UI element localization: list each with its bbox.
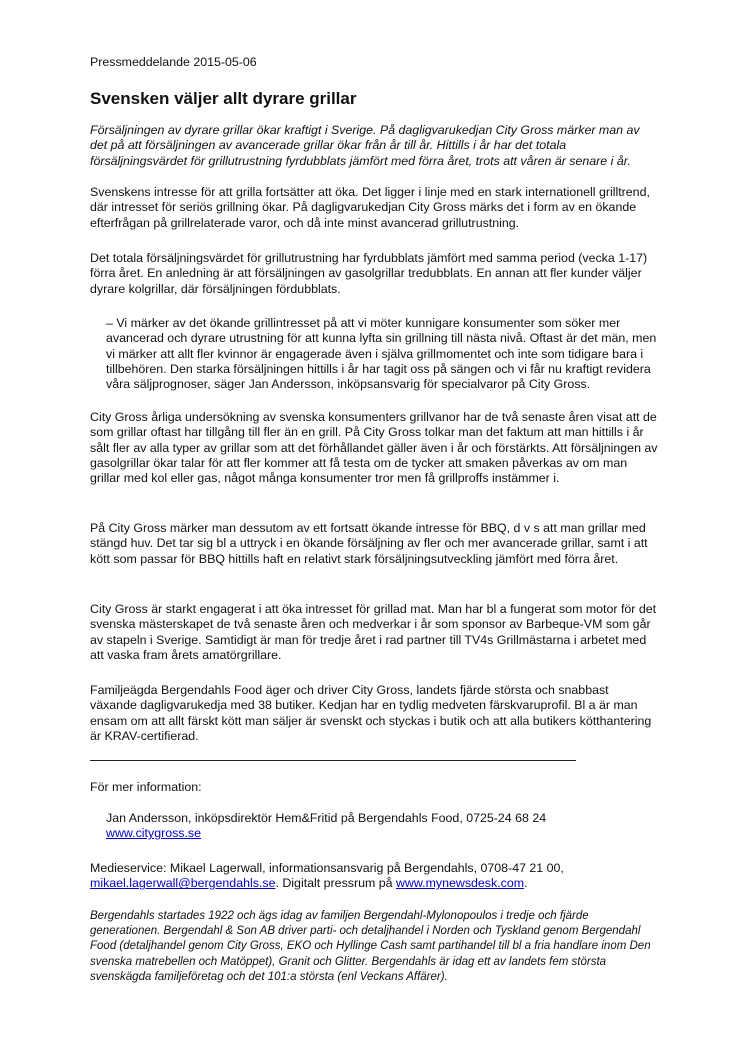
citygross-link[interactable]: www.citygross.se: [106, 826, 202, 841]
body-paragraph: Det totala försäljningsvärdet för grillutrustning har fyrdubblats jämfört med samma period (vecka 1-17) förra året. En anledning är att försäljningen av gasolgrillar tredubblats. En annan att fler kunder väljer dyrare kolgrillar, där försäljningen fördubblats.: [90, 251, 648, 296]
email-link[interactable]: mikael.lagerwall@bergendahls.se: [90, 876, 276, 891]
mynewsdesk-link[interactable]: www.mynewsdesk.com: [395, 876, 525, 891]
quote-paragraph: – Vi märker av det ökande grillintresset på att vi möter kunnigare konsumenter som söker mer avancerad och dyrare utrustning för att kunna lyfta sin grillning till nästa nivå. Oftast är det män, men vi märker att allt fler kvinnor är engagerade även i själva grillmomentet och inte som tidigare bara i tillbehören. Den starka försäljningen hittills i år har tagit oss på sängen och vi får nu kraftigt revidera våra säljprognoser, säger Jan Andersson, inköpsansvarig för specialvaror på City Gross.: [106, 316, 657, 392]
contact-jan-andersson: [106, 811, 658, 842]
about-bergendahls: Bergendahls startades 1922 och ägs idag av familjen Bergendahl-Mylonopoulos i tredje och fjärde generationen. Bergendahl & Son AB driver parti- och detaljhandel i Norden och Tyskland genom Bergendahl Food (detaljhandel genom City Gross, EKO och Hyllinge Cash samt partihandel till bl a fria handlare inom Den svenska matrebellen och Matöppet), Granit och Glitter. Bergendahls är idag ett av landets fem största svenskägda familjeföretag och det 101:a största (enl Veckans Affärer).: [90, 910, 651, 983]
more-info-label: För mer information:: [90, 780, 202, 794]
body-paragraph: Familjeägda Bergendahls Food äger och driver City Gross, landets fjärde största och snabbast växande dagligvarukedja med 38 butiker. Kedjan har en tydlig medveten färskvaruprofil. Bl a är man ensam om att allt färskt kött man säljer är svenskt och styckas i butik och att alla butikers kötthantering är KRAV-certifierad.: [90, 683, 652, 743]
dateline: Pressmeddelande 2015-05-06: [90, 55, 257, 69]
body-paragraph: City Gross är starkt engagerat i att öka intresset för grillad mat. Man har bl a fungerat som motor för det svenska mästerskapet de två senaste åren och medverkar i år som sponsor av Barbeque-VM som går av stapeln i Sverige. Samtidigt är man för tredje året i rad partner till TV4s Grillmästarna i arbetet med att vaska fram årets amatörgrillare.: [90, 602, 657, 662]
media-text: Medieservice: Mikael Lagerwall, informationsansvarig på Bergendahls, 0708-47 21 00,: [90, 861, 564, 875]
media-mid-text: . Digitalt pressrum på: [275, 876, 396, 891]
contact-text: Jan Andersson, inköpsdirektör Hem&Fritid på Bergendahls Food, 0725-24 68 24: [106, 811, 547, 825]
body-paragraph: På City Gross märker man dessutom av ett fortsatt ökande intresse för BBQ, d v s att man grillar med stängd huv. Det tar sig bl a uttryck i en ökande försäljning av fler och mer avancerade grillar, samt i att kött som passar för BBQ hittills haft en relativt stark försäljningsutveckling jämfört med förra året.: [90, 521, 648, 566]
body-paragraph: Svenskens intresse för att grilla fortsätter att öka. Det ligger i linje med en stark internationell grilltrend, där intresset för seriös grillning ökar. På dagligvarukedjan City Gross märks det i form av en ökande efterfrågan på grillrelaterade varor, och då inte minst avancerad grillutrustning.: [90, 185, 650, 230]
media-service-contact: [90, 861, 658, 892]
ingress: Försäljningen av dyrare grillar ökar kraftigt i Sverige. På dagligvarukedjan City Gross märker man av det på att försäljningen av avancerade grillar ökar från år till år. Hittills i år har det totala försäljningsvärdet för grillutrustning fyrdubblats jämfört med förra året, trots att våren är senare i år.: [90, 123, 640, 168]
media-end-text: .: [524, 876, 528, 891]
divider: [90, 760, 576, 761]
headline: Svensken väljer allt dyrare grillar: [90, 89, 357, 108]
body-paragraph: City Gross årliga undersökning av svenska konsumenters grillvanor har de två senaste åren visat att de som grillar oftast har tillgång till fler än en grill. På City Gross tolkar man det faktum att man hittills i år sålt fler av alla typer av grillar som att det förhållandet gäller även i år och förstärkts. Att försäljningen av gasolgrillar ökar talar för att fler kommer att få testa om de tycker att smaken påverkas av om man grillar med kol eller gas, något många konsumenter tror men få grillproffs instämmer i.: [90, 410, 658, 486]
